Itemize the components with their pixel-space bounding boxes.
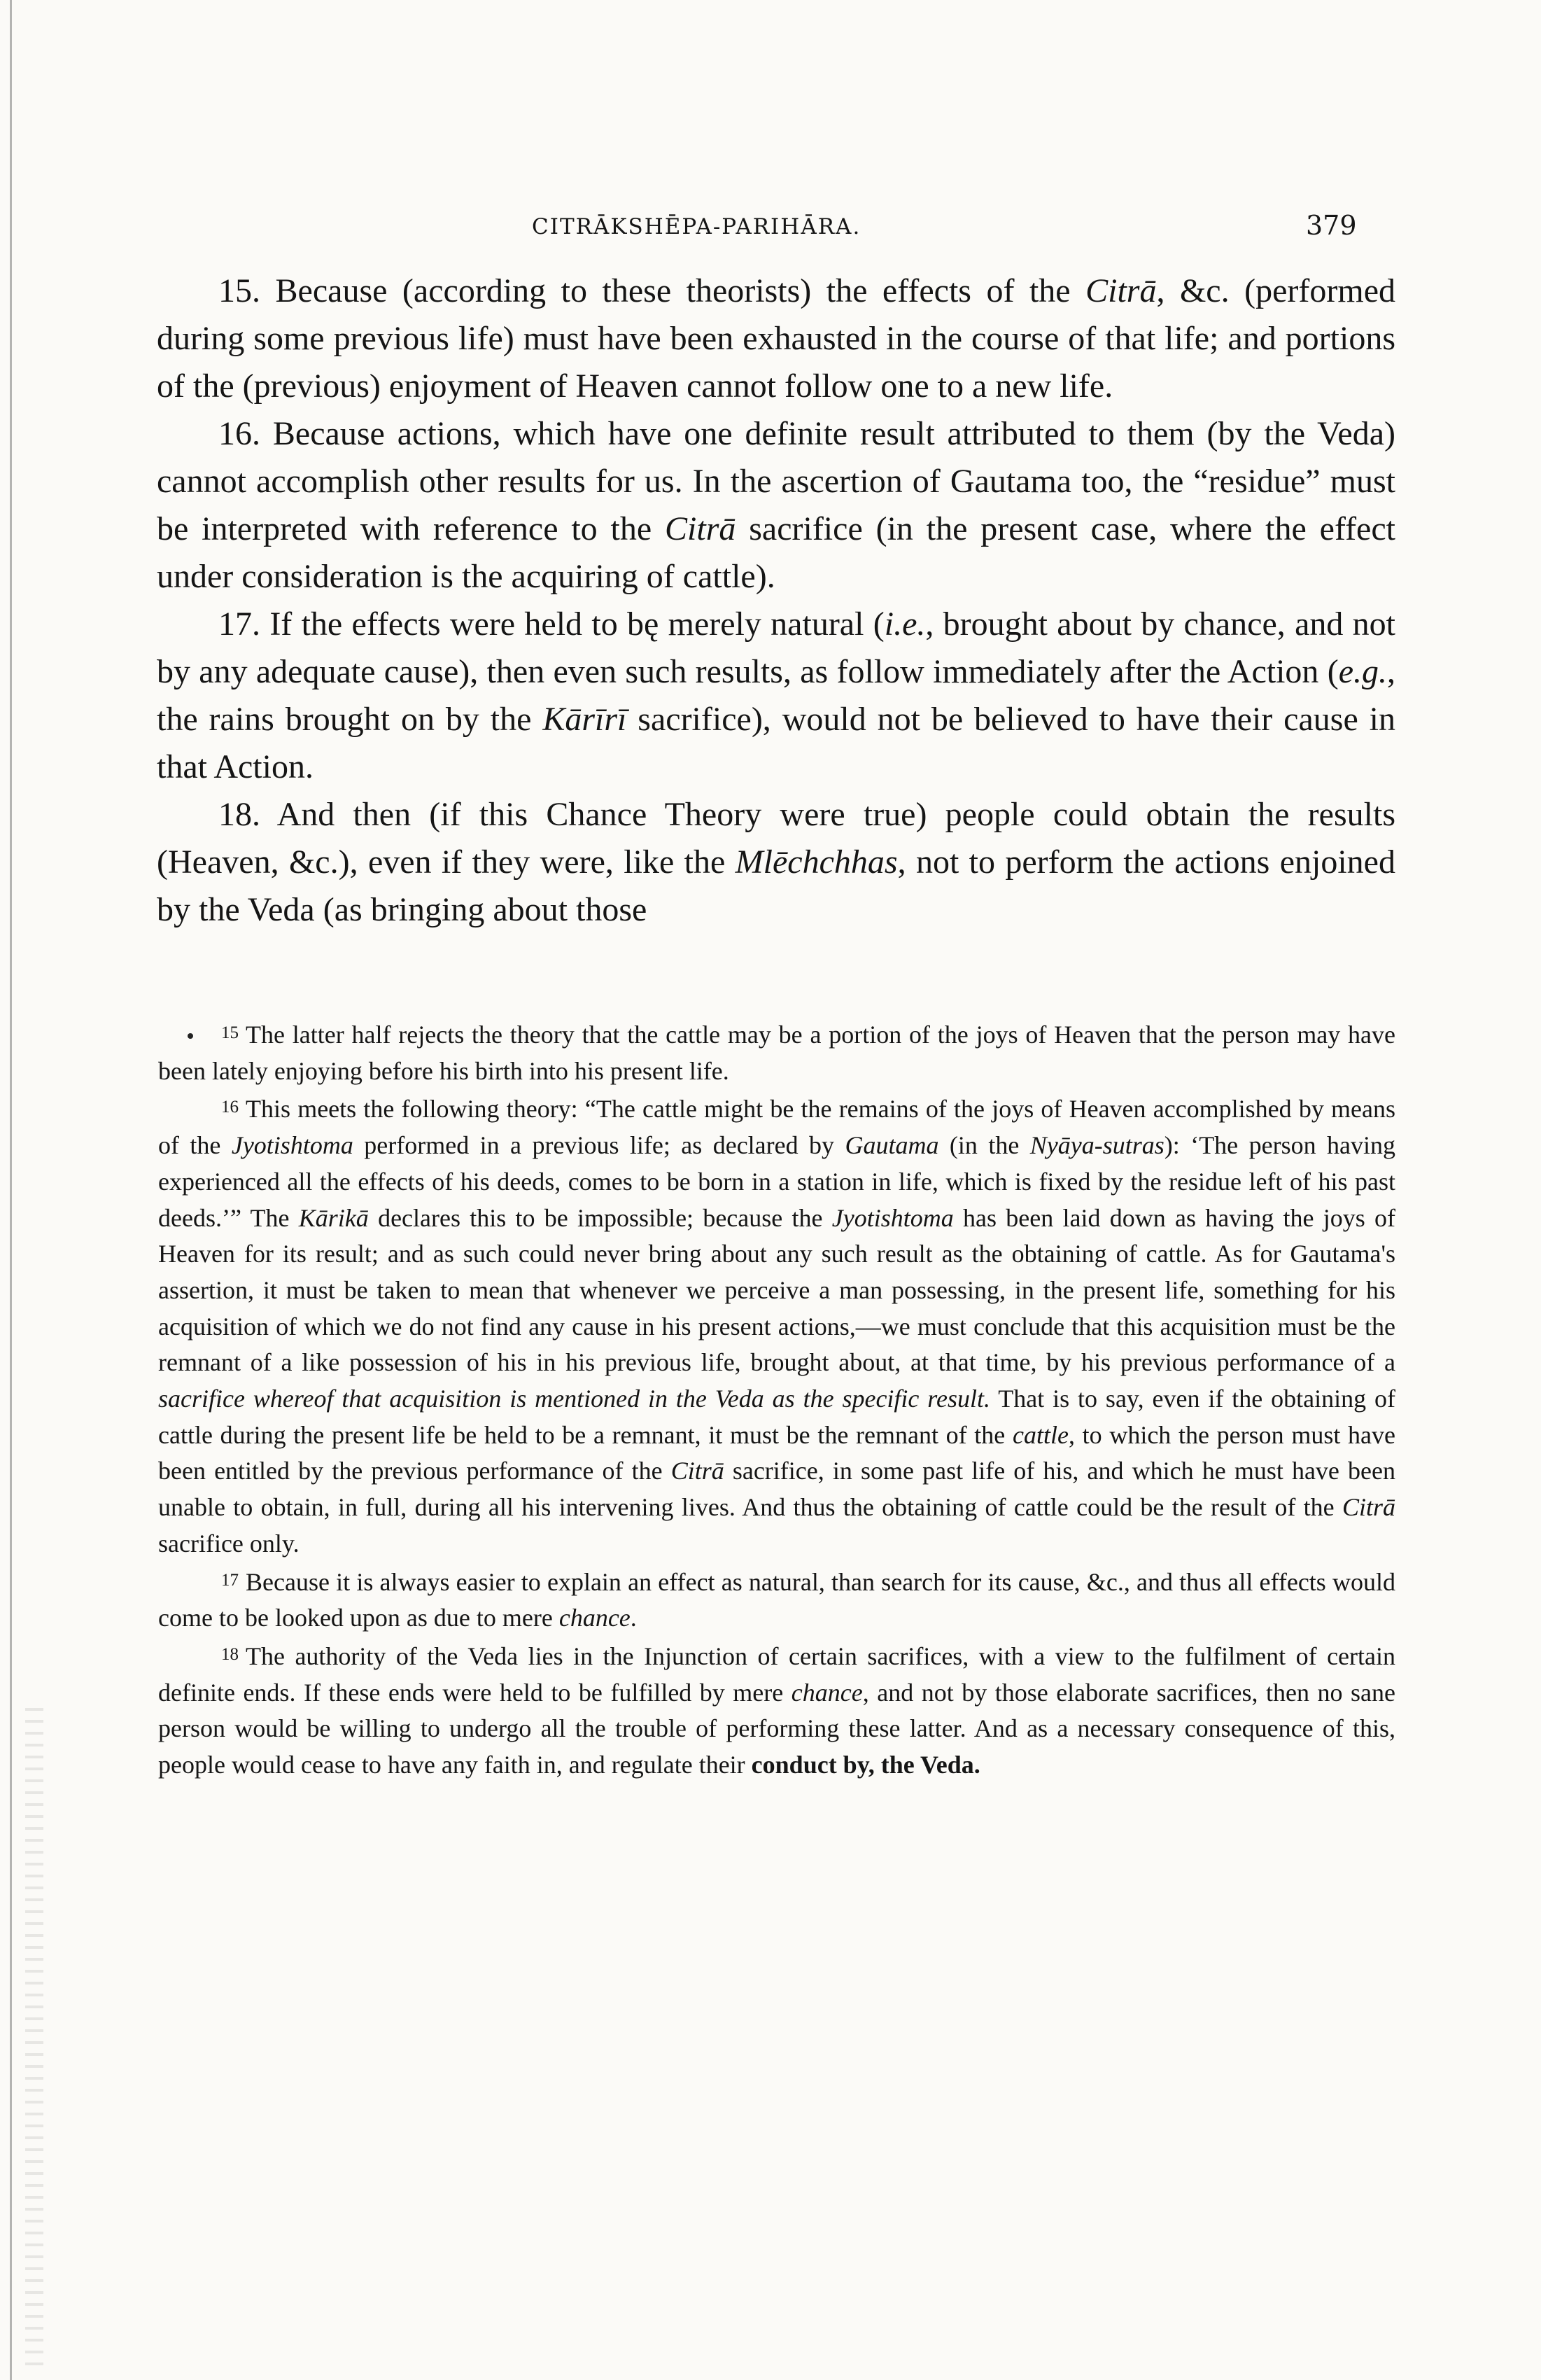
paragraph-text: , not to perform the actions enjoined by the Veda (as bringing about those [157,844,1395,928]
italic-term: Citrā [665,510,736,547]
paragraph-number: 16. [218,415,260,452]
paragraph-number: 17. [218,606,260,643]
footnote-text: The latter half rejects the theory that the cattle may be a portion of the joys of Heaven that the person may have been lately enjoying before his birth into his present life. [158,1021,1395,1085]
footnote-18 [158,1637,1395,1784]
italic-term: Gautama [845,1131,939,1160]
italic-term: Jyotishtoma [231,1131,353,1160]
footnote-text: (in the [938,1131,1030,1160]
footnote-text: ): ‘The person having experienced all the effects of his deeds, comes to be born in a station in life, which is fixed by the residue left of his past deeds.’” The [158,1131,1395,1232]
footnote-marker: 17 [221,1570,239,1590]
paragraph-text: And then (if this Chance Theory were true) people could obtain the results (Heaven, &c.), even if they were, like the [157,796,1395,881]
footnote-text: performed in a previous life; as declared by [353,1131,845,1160]
italic-term: chance [558,1604,631,1632]
italic-term: i.e. [884,606,926,643]
paragraph-18 [157,791,1395,934]
paragraph-17 [157,601,1395,791]
footnote-text: , and not by those elaborate sacrifices, then no sane person would be willing to undergo all the trouble of performing these latter. And as a necessary consequence of this, people would cease to have any faith in, and regulate their [158,1678,1395,1779]
paragraph-number: 18. [218,796,260,833]
footnote-text: sacrifice, in some past life of his, and which he must have been unable to obtain, in full, during all his intervening lives. And thus the obtaining of cattle could be the result of the [158,1457,1395,1522]
footnote-17 [158,1562,1395,1637]
italic-term: Kārikā [298,1203,369,1232]
paragraph-text: If the effects were held to bę merely natural ( [269,606,885,643]
page-edge-speckle [25,1708,43,2366]
paragraph-text: sacrifice (in the present case, where the effect under consideration is the acquiring of cattle). [157,510,1396,595]
footnote-text: has been laid down as having the joys of Heaven for its result; and as such could never bring about any such result as the obtaining of cattle. As for Gautama's assertion, it must be taken to mean that whenever we perceive a man possessing, in the present life, something for his acquisition of which we do not find any cause in his present actions,—we must conclude that this acquisition must be the remnant of a like possession of his in his previous life, brought about, at that time, by his previous performance of a [158,1203,1396,1377]
paragraph-text: Because (according to these theorists) the effects of the [275,272,1086,309]
page-edge-shadow [10,0,12,2380]
italic-term: Jyotishtoma [831,1203,954,1232]
main-text [157,267,1395,934]
paragraph-number: 15. [218,272,260,309]
footnote-text: The authority of the Veda lies in the Injunction of certain sacrifices, with a view to the fulfilment of certain definite ends. If these ends were held to be fulfilled by mere [158,1642,1395,1707]
footnote-15 [158,1015,1395,1089]
paragraph-text: sacrifice), would not be believed to have their cause in that Action. [157,701,1395,785]
italic-term: cattle [1012,1420,1069,1449]
paragraph-text: , brought about by chance, and not by any adequate cause), then even such results, as follow immediately after the Action ( [157,606,1396,690]
footnote-text: sacrifice only. [158,1529,300,1558]
italic-term: Mlēchchhas [735,844,898,881]
italic-term: Nyāya-sutras [1029,1131,1164,1160]
running-head [0,210,1541,252]
footnote-marker: 18 [221,1644,239,1664]
footnote-text: , to which the person must have been entitled by the previous performance of the [158,1420,1395,1485]
italic-term: Citrā [1085,272,1157,309]
italic-term: Citrā [1342,1493,1395,1522]
footnote-bold-text: conduct by, the Veda. [751,1751,980,1779]
footnote-text: That is to say, even if the obtaining of cattle during the present life be held to be a remnant, it must be the remnant of the [158,1385,1395,1449]
footnote-text: This meets the following theory: “The cattle might be the remains of the joys of Heaven accomplished by means of the [158,1095,1395,1160]
paragraph-16 [157,410,1395,601]
paragraph-text: Because actions, which have one definite result attributed to them (by the Veda) cannot accomplish other results for us. In the ascertion of Gautama too, the “residue” must be interpreted with reference to the [157,415,1396,547]
italic-term: Citrā [670,1457,724,1485]
footnote-text: Because it is always easier to explain an effect as natural, than search for its cause, &c., and thus all effects would come to be looked upon as due to mere [158,1567,1395,1632]
running-head-title: CITRĀKSHĒPA-PARIHĀRA. [532,214,861,239]
page-number: 379 [1306,210,1357,241]
footnote-text: declares this to be impossible; because the [368,1203,832,1232]
italic-term: Kārīrī [542,701,627,738]
paragraph-15 [157,267,1395,410]
paragraph-text: , &c. (performed during some previous life) must have been exhausted in the course of that life; and portions of the (previous) enjoyment of Heaven cannot follow one to a new life. [157,272,1396,405]
footnote-16 [158,1089,1395,1562]
footnote-marker: 15 [221,1023,239,1042]
italic-term: chance [791,1678,863,1707]
paragraph-text: , the rains brought on by the [157,653,1395,738]
footnotes [158,1015,1395,1784]
footnote-text: . [630,1604,637,1632]
italic-term: e.g. [1338,653,1387,690]
italic-term: sacrifice whereof that acquisition is mentioned in the Veda as the specific result. [158,1385,990,1413]
footnote-marker: 16 [221,1098,239,1117]
